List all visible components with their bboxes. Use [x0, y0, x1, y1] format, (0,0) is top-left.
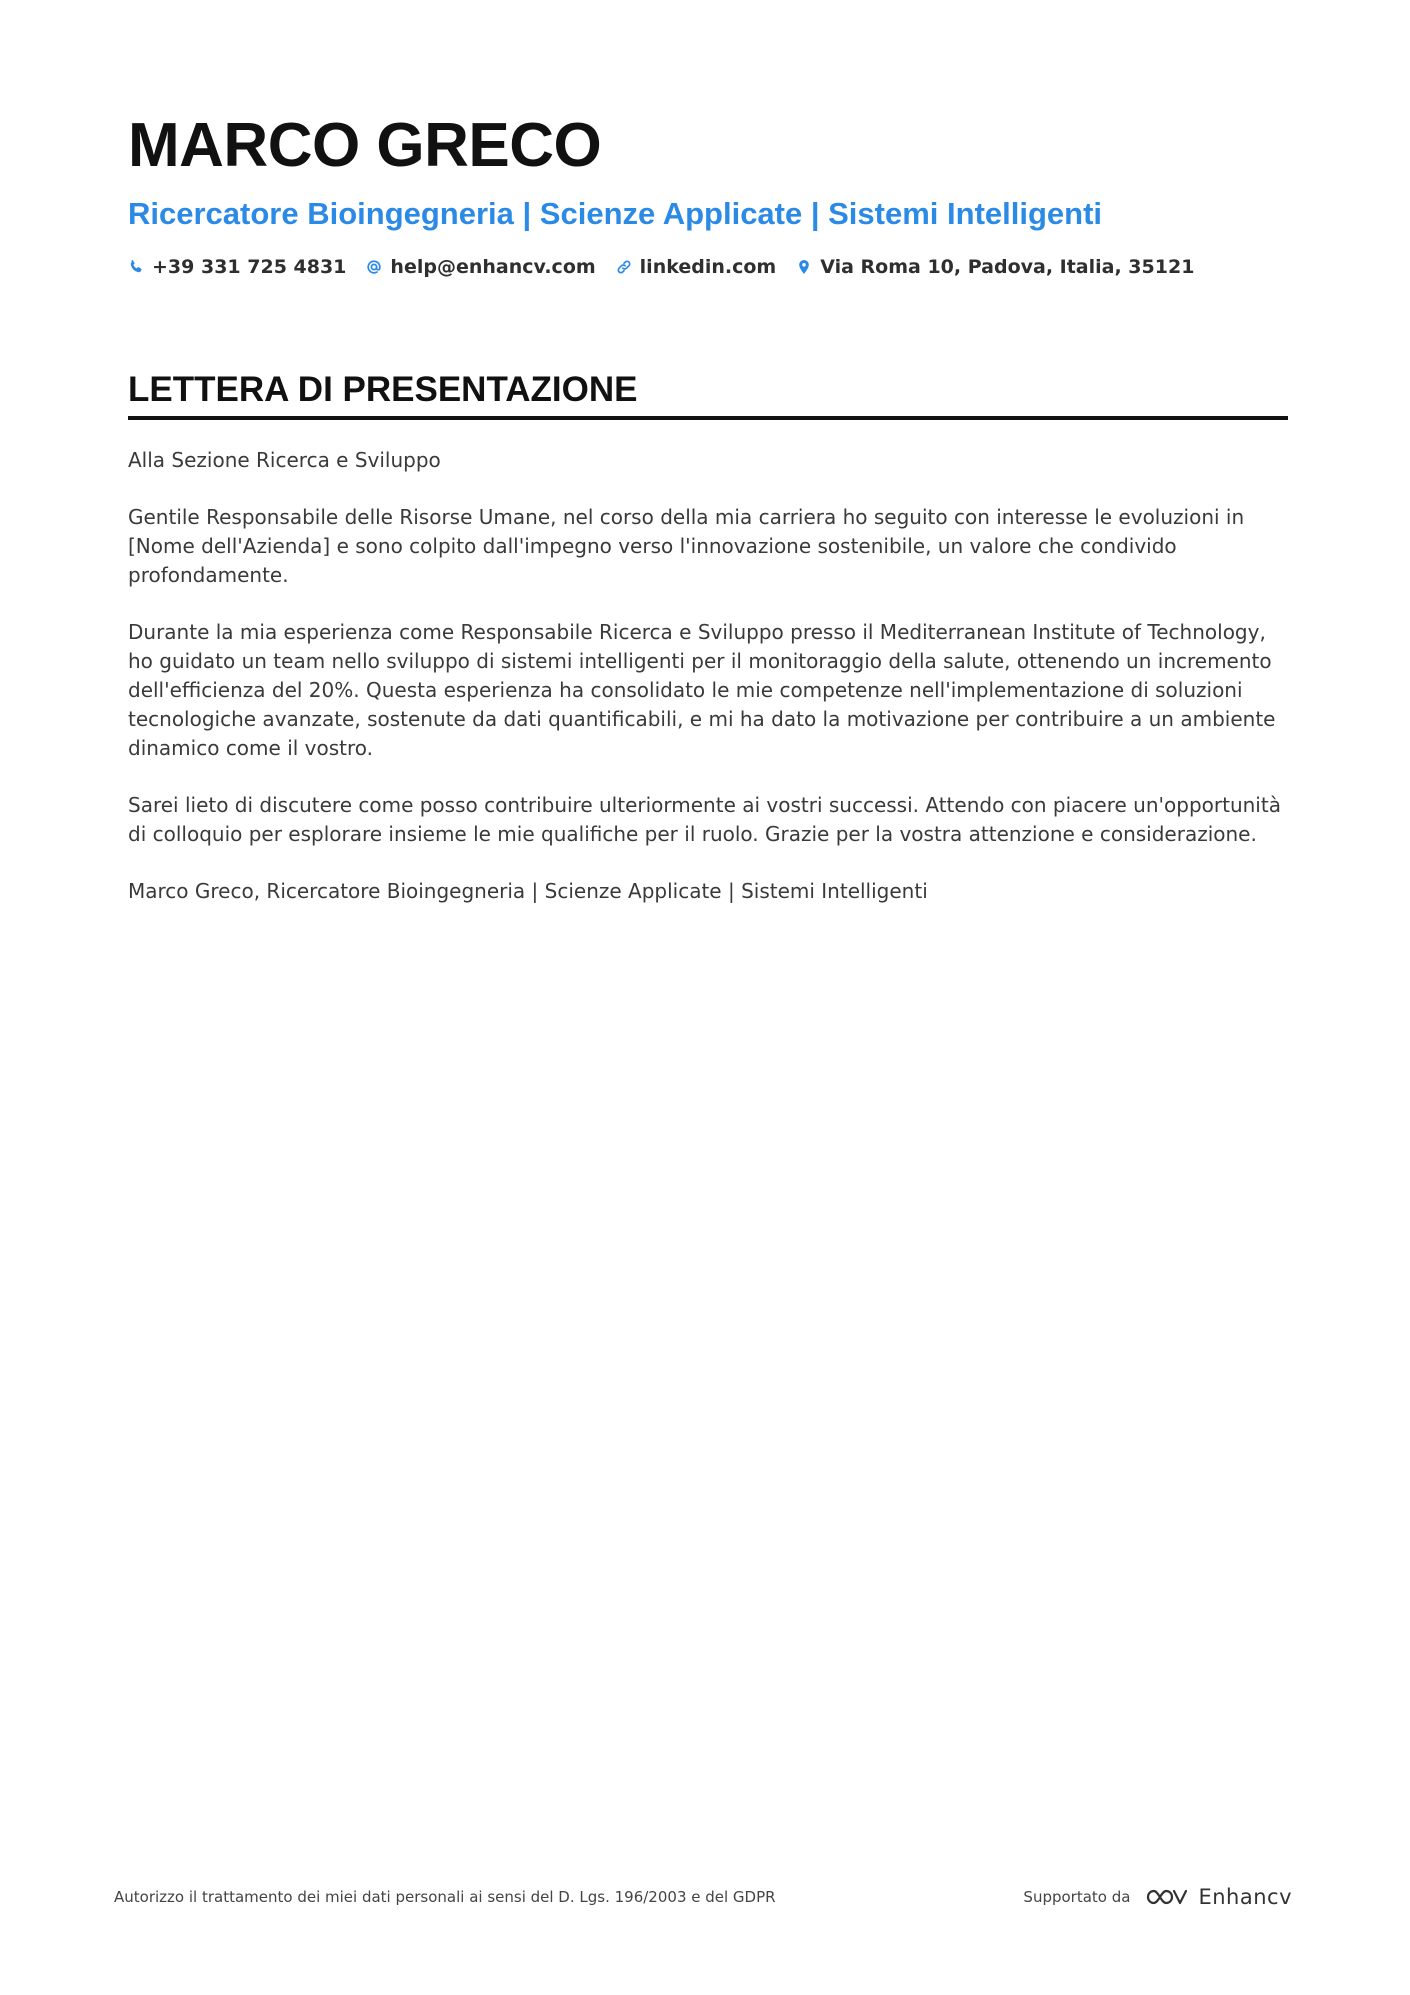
- letter-body: [128, 446, 1288, 906]
- header: [128, 108, 1288, 278]
- at-icon: [366, 259, 382, 275]
- contact-bar: [128, 256, 1288, 278]
- candidate-subtitle: Ricercatore Bioingegneria | Scienze Applicate | Sistemi Intelligenti: [128, 196, 1103, 231]
- candidate-name: MARCO GRECO: [128, 111, 602, 180]
- letter-paragraph-intro: Gentile Responsabile delle Risorse Umane, nel corso della mia carriera ho seguito con interesse le evoluzioni in [Nome dell'Azienda] e sono colpito dall'impegno verso l'innovazione sostenibile, un valore che condivido profondamente.: [128, 505, 1245, 587]
- linkedin-text: linkedin.com: [639, 256, 777, 278]
- contact-phone: [128, 256, 346, 278]
- privacy-note: Autorizzo il trattamento dei miei dati personali ai sensi del D. Lgs. 196/2003 e del GDPR: [114, 1888, 776, 1906]
- cover-letter-section: [128, 368, 1288, 934]
- contact-address: [796, 256, 1194, 278]
- contact-linkedin[interactable]: [616, 256, 777, 278]
- enhancv-brand: Enhancv: [1198, 1885, 1292, 1909]
- letter-paragraph-closing: Sarei lieto di discutere come posso contribuire ulteriormente ai vostri successi. Attendo con piacere un'opportunità di colloquio per esplorare insieme le mie qualifiche per il ruolo. Grazie per la vostra attenzione e considerazione.: [128, 793, 1281, 846]
- enhancv-logo-icon: [1142, 1885, 1188, 1909]
- letter-signature: Marco Greco, Ricercatore Bioingegneria | Scienze Applicate | Sistemi Intelligenti: [128, 879, 928, 903]
- letter-paragraph-experience: Durante la mia esperienza come Responsabile Ricerca e Sviluppo presso il Mediterranean Institute of Technology, ho guidato un team nello sviluppo di sistemi intelligenti per il monitoraggio della salute, ottenendo un incremento dell'efficienza del 20%. Questa esperienza ha consolidato le mie competenze nell'implementazione di soluzioni tecnologiche avanzate, sostenute da dati quantificabili, e mi ha dato la motivazione per contribuire a un ambiente dinamico come il vostro.: [128, 620, 1276, 760]
- location-pin-icon: [796, 259, 812, 275]
- link-icon: [616, 259, 632, 275]
- email-text: help@enhancv.com: [390, 256, 596, 278]
- phone-icon: [128, 259, 144, 275]
- contact-email[interactable]: [366, 256, 595, 278]
- powered-by-label: Supportato da: [1023, 1888, 1131, 1906]
- phone-text: +39 331 725 4831: [152, 256, 347, 278]
- powered-by[interactable]: [1023, 1885, 1292, 1909]
- address-text: Via Roma 10, Padova, Italia, 35121: [820, 256, 1195, 278]
- section-title: LETTERA DI PRESENTAZIONE: [128, 368, 1288, 420]
- footer: [114, 1885, 1292, 1909]
- letter-recipient: Alla Sezione Ricerca e Sviluppo: [128, 448, 441, 472]
